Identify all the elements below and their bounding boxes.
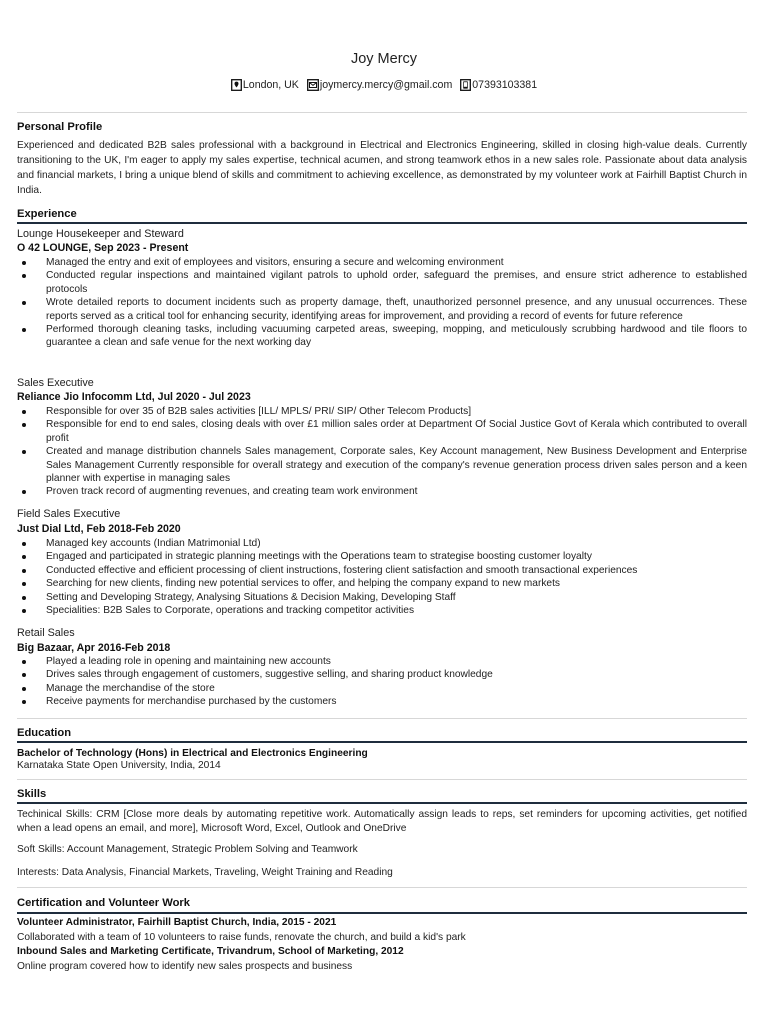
soft-skills-text: Soft Skills: Account Management, Strategic Problem Solving and Teamwork [17,844,358,855]
job-role: Retail Sales [17,627,75,639]
section-heading-education: Education [17,727,72,739]
job-role: Field Sales Executive [17,508,121,520]
list-item: Played a leading role in opening and maintaining new accounts [17,655,747,668]
section-heading-experience: Experience [17,208,77,220]
job-bullets [17,655,747,709]
contact-location [231,79,299,91]
list-item: Conducted effective and efficient processing of client instructions, fostering client satisfaction and smooth transactional experiences [17,564,747,577]
list-item: Managed key accounts (Indian Matrimonial Ltd) [17,537,747,550]
cert-title: Volunteer Administrator, Fairhill Baptist Church, India, 2015 - 2021 [17,917,337,928]
section-heading-profile: Personal Profile [17,121,103,133]
job-bullets [17,405,747,499]
list-item: Responsible for end to end sales, closing deals with over £1 million sales order at Department Of Social Justice Govt of Kerala which contributed to overall profit [17,418,747,445]
section-rule [17,802,747,804]
list-item: Drives sales through engagement of customers, suggestive selling, and sharing product knowledge [17,668,747,681]
list-item: Searching for new clients, finding new potential services to offer, and helping the company expand to new markets [17,577,747,590]
list-item: Manage the merchandise of the store [17,682,747,695]
interests-text: Interests: Data Analysis, Financial Markets, Traveling, Weight Training and Reading [17,867,393,878]
job-role: Lounge Housekeeper and Steward [17,228,184,240]
section-rule [17,741,747,743]
list-item: Wrote detailed reports to document incidents such as property damage, theft, unauthorized personnel presence, and any unusual occurrences. These reports served as a critical tool for enhancing security, identifying areas for improvement, and providing a record of events for future reference [17,296,747,323]
job-company: Big Bazaar, Apr 2016-Feb 2018 [17,642,171,654]
list-item: Proven track record of augmenting revenues, and creating team work environment [17,485,747,498]
list-item: Responsible for over 35 of B2B sales activities [ILL/ MPLS/ PRI/ SIP/ Other Telecom Products] [17,405,747,418]
school-text: Karnataka State Open University, India, 2014 [17,760,221,771]
technical-skills-text: Techinical Skills: CRM [Close more deals by automating repetitive work. Automatically assign leads to reps, set reminders for upcoming activities, get notified when a lead opens an email, and more], Microsoft Word, Excel, Outlook and OneDrive [17,809,747,834]
section-rule [17,222,747,224]
list-item: Engaged and participated in strategic planning meetings with the Operations team to strategise boosting customer loyalty [17,550,747,563]
job-role: Sales Executive [17,377,94,389]
divider [17,112,747,113]
candidate-name: Joy Mercy [350,51,418,67]
list-item: Managed the entry and exit of employees and visitors, ensuring a secure and welcoming environment [17,256,747,269]
location-icon [231,79,242,91]
location-text: London, UK [242,79,299,91]
job-company: O 42 LOUNGE, Sep 2023 - Present [17,242,189,254]
email-text[interactable]: joymercy.mercy@gmail.com [319,79,453,91]
email-icon [307,79,319,91]
job-bullets [17,256,747,350]
contact-email[interactable] [307,79,452,91]
cert-desc: Online program covered how to identify new sales prospects and business [17,961,353,972]
section-heading-skills: Skills [17,788,47,800]
job-company: Just Dial Ltd, Feb 2018-Feb 2020 [17,523,181,535]
section-rule [17,912,747,914]
cert-desc: Collaborated with a team of 10 volunteers to raise funds, renovate the church, and build a kid's park [17,932,466,943]
job-bullets [17,537,747,617]
contact-bar [0,79,768,91]
contact-phone[interactable] [460,79,537,91]
divider [17,779,747,780]
divider [17,718,747,719]
phone-icon [460,79,471,91]
divider [17,887,747,888]
list-item: Receive payments for merchandise purchased by the customers [17,695,747,708]
phone-text[interactable]: 07393103381 [472,79,538,91]
section-heading-certification: Certification and Volunteer Work [17,897,191,909]
list-item: Specialities: B2B Sales to Corporate, operations and tracking competitor activities [17,604,747,617]
list-item: Conducted regular inspections and maintained vigilant patrols to uphold order, safeguard the premises, and ensure strict adherence to established protocols [17,269,747,296]
list-item: Setting and Developing Strategy, Analysing Situations & Decision Making, Developing Staff [17,591,747,604]
list-item: Performed thorough cleaning tasks, including vacuuming carpeted areas, sweeping, mopping, and meticulously scrubbing hardwood and tile floors to guarantee a clean and safe venue for the next working day [17,323,747,350]
cert-title: Inbound Sales and Marketing Certificate, Trivandrum, School of Marketing, 2012 [17,946,404,957]
job-company: Reliance Jio Infocomm Ltd, Jul 2020 - Jul 2023 [17,391,251,403]
degree-title: Bachelor of Technology (Hons) in Electrical and Electronics Engineering [17,748,368,759]
list-item: Created and manage distribution channels Sales management, Corporate sales, Key Account management, New Business Development and Enterprise Sales Management Currently responsible for overall strategy and execution of the company's revenue generation process driven sales person and a keen planner with expertise in managing sales [17,445,747,485]
profile-text: Experienced and dedicated B2B sales professional with a background in Electrical and Electronics Engineering, skilled in closing high-value deals. Currently transitioning to the UK, I'm eager to apply my sales expertise, technical acumen, and strong teamwork ethos in a new sales role. Passionate about data analysis and financial markets, I bring a unique blend of skills and commitment to achieving excellence, as demonstrated by my volunteer work at Fairhill Baptist Church in India. [17,140,747,196]
